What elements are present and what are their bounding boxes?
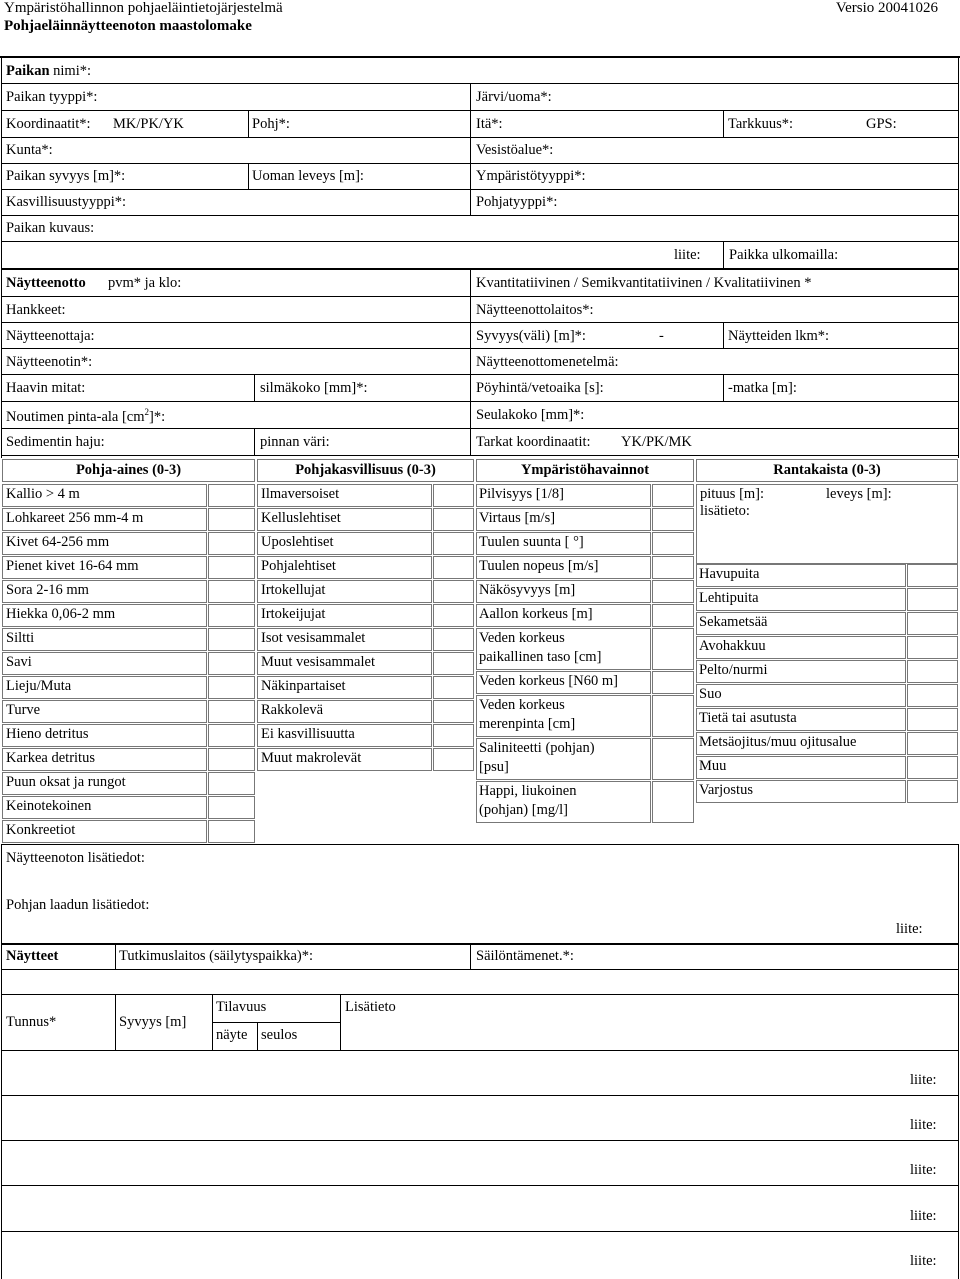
environment-item: merenpinta [cm] xyxy=(479,716,576,732)
extra-attachment-label: liite: xyxy=(896,921,923,937)
shore-value-cell[interactable] xyxy=(907,636,958,659)
lake-label: Järvi/uoma*: xyxy=(476,89,552,105)
vegetation-item: Muut vesisammalet xyxy=(261,654,375,670)
vegetation-item: Muut makrolevät xyxy=(261,750,362,766)
vegetation-value-cell[interactable] xyxy=(433,700,474,723)
method-type-label: Kvantitatiivinen / Semikvantitatiivinen / Kvalitatiivinen * xyxy=(476,275,812,291)
sample-attachment-label: liite: xyxy=(910,1162,937,1178)
environment-item: Pilvisyys [1/8] xyxy=(479,486,564,502)
environment-value-cell[interactable] xyxy=(652,604,694,627)
environment-item: [psu] xyxy=(479,759,509,775)
substrate-value-cell[interactable] xyxy=(208,604,255,627)
channel-width-label: Uoman leveys [m]: xyxy=(252,168,364,184)
environment-item: Tuulen nopeus [m/s] xyxy=(479,558,599,574)
sample-row-rule xyxy=(1,1231,959,1232)
header-rule xyxy=(0,56,960,58)
shore-item: Havupuita xyxy=(699,566,760,582)
row-rule xyxy=(1,348,959,349)
row-rule xyxy=(1,189,959,190)
row-rule xyxy=(1,163,959,164)
shore-item: Pelto/nurmi xyxy=(699,662,768,678)
method-label: Näytteenottomenetelmä: xyxy=(476,354,619,370)
vegetation-value-cell[interactable] xyxy=(433,628,474,651)
vegetation-header: Pohjakasvillisuus (0-3) xyxy=(295,462,436,478)
samples-row-rule xyxy=(1,1050,959,1051)
environment-item: Näkösyvyys [m] xyxy=(479,582,576,598)
substrate-item: Kallio > 4 m xyxy=(6,486,80,502)
grid-right-edge xyxy=(958,56,959,458)
vegetation-item: Pohjalehtiset xyxy=(261,558,336,574)
substrate-value-cell[interactable] xyxy=(208,580,255,603)
vegetation-value-cell[interactable] xyxy=(433,604,474,627)
site-type-label: Paikan tyyppi*: xyxy=(6,89,98,105)
exact-coords-label: Tarkat koordinaatit: xyxy=(476,434,591,450)
vegetation-item: Ilmaversoiset xyxy=(261,486,340,502)
shore-value-cell[interactable] xyxy=(907,612,958,635)
environment-value-cell[interactable] xyxy=(652,532,694,555)
substrate-item: Savi xyxy=(6,654,32,670)
row-rule xyxy=(1,455,959,456)
vegetation-value-cell[interactable] xyxy=(433,652,474,675)
substrate-value-cell[interactable] xyxy=(208,796,255,819)
col-divider xyxy=(470,268,471,455)
shore-value-cell[interactable] xyxy=(907,708,958,731)
col-divider xyxy=(254,374,255,401)
sample-attachment-label: liite: xyxy=(910,1208,937,1224)
vegetation-value-cell[interactable] xyxy=(433,580,474,603)
environment-item: Virtaus [m/s] xyxy=(479,510,556,526)
sample-row-rule xyxy=(1,1140,959,1141)
sample-row-rule xyxy=(1,1185,959,1186)
substrate-label-cell xyxy=(2,652,207,675)
municipality-label: Kunta*: xyxy=(6,142,53,158)
shore-width-label: leveys [m]: xyxy=(826,486,892,502)
substrate-item: Lieju/Muta xyxy=(6,678,72,694)
shore-item: Tietä tai asutusta xyxy=(699,710,797,726)
veg-type-label: Kasvillisuustyyppi*: xyxy=(6,194,127,210)
sample-depth-header: Syvyys [m] xyxy=(119,1014,187,1030)
substrate-item: Sora 2-16 mm xyxy=(6,582,89,598)
col-divider xyxy=(470,83,471,216)
col-divider xyxy=(723,374,724,401)
system-name: Ympäristöhallinnon pohjaeläintietojärjestelmä xyxy=(4,0,283,16)
col-divider xyxy=(723,241,724,268)
form-title: Pohjaeläinnäytteenoton maastolomake xyxy=(4,18,252,34)
substrate-value-cell[interactable] xyxy=(208,820,255,843)
vegetation-value-cell[interactable] xyxy=(433,556,474,579)
shore-value-cell[interactable] xyxy=(907,684,958,707)
environment-item: paikallinen taso [cm] xyxy=(479,649,602,665)
environment-item: Veden korkeus xyxy=(479,697,565,713)
environment-item: Saliniteetti (pohjan) xyxy=(479,740,595,756)
substrate-value-cell[interactable] xyxy=(208,724,255,747)
substrate-value-cell[interactable] xyxy=(208,748,255,771)
shore-label-cell xyxy=(696,756,906,779)
bottom-info-label: Pohjan laadun lisätiedot: xyxy=(6,897,150,913)
sample-extra-header: Lisätieto xyxy=(345,999,396,1015)
sample-attachment-label: liite: xyxy=(910,1072,937,1088)
sample-id-header: Tunnus* xyxy=(6,1014,57,1030)
row-rule xyxy=(1,296,959,297)
samples-rule xyxy=(1,969,959,970)
grab-area-label: Noutimen pinta-ala $[cm^2]*$: xyxy=(6,407,166,425)
samples-head-rule xyxy=(1,994,959,995)
row-rule xyxy=(1,215,959,216)
projects-label: Hankkeet: xyxy=(6,302,66,318)
substrate-value-cell[interactable] xyxy=(208,700,255,723)
vegetation-value-cell[interactable] xyxy=(433,676,474,699)
shore-item: Avohakkuu xyxy=(699,638,766,654)
environment-value-cell[interactable] xyxy=(652,556,694,579)
environment-value-cell[interactable] xyxy=(652,671,694,694)
site-name-label: Paikan nimi*: xyxy=(6,63,92,79)
vegetation-item: Irtokeijujat xyxy=(261,606,326,622)
row-rule xyxy=(1,241,959,242)
depth-range-dash: - xyxy=(659,328,664,344)
substrate-item: Keinotekoinen xyxy=(6,798,92,814)
sampling-info-label: Näytteenoton lisätiedot: xyxy=(6,850,145,866)
east-label: Itä*: xyxy=(476,116,503,132)
environment-value-cell[interactable] xyxy=(652,695,694,737)
version-label: Versio 20041026 xyxy=(835,0,938,16)
vegetation-value-cell[interactable] xyxy=(433,724,474,747)
environment-value-cell[interactable] xyxy=(652,738,694,780)
substrate-value-cell[interactable] xyxy=(208,484,255,507)
shore-label-cell xyxy=(696,684,906,707)
preservative-label: Säilöntämenet.*: xyxy=(476,948,574,964)
row-rule xyxy=(1,428,959,429)
row-rule xyxy=(1,110,959,111)
environment-item: Aallon korkeus [m] xyxy=(479,606,593,622)
sample-row-rule xyxy=(1,1095,959,1096)
environment-item: (pohjan) [mg/l] xyxy=(479,802,568,818)
vegetation-item: Rakkolevä xyxy=(261,702,324,718)
samples-divider xyxy=(470,943,471,969)
shore-value-cell[interactable] xyxy=(907,564,958,587)
environment-value-cell[interactable] xyxy=(652,628,694,670)
substrate-item: Hiekka 0,06-2 mm xyxy=(6,606,116,622)
surface-color-label: pinnan väri: xyxy=(260,434,330,450)
environment-item: Happi, liukoinen xyxy=(479,783,577,799)
substrate-value-cell[interactable] xyxy=(208,532,255,555)
vegetation-item: Uposlehtiset xyxy=(261,534,334,550)
substrate-item: Konkreetiot xyxy=(6,822,76,838)
environment-value-cell[interactable] xyxy=(652,781,694,823)
sample-screening-header: seulos xyxy=(261,1027,298,1043)
institution-label: Näytteenottolaitos*: xyxy=(476,302,594,318)
coords-label: Koordinaatit*: xyxy=(6,116,91,132)
extra-rule xyxy=(1,844,959,845)
shore-value-cell[interactable] xyxy=(907,732,958,755)
shore-item: Metsäojitus/muu ojitusalue xyxy=(699,734,857,750)
substrate-value-cell[interactable] xyxy=(208,628,255,651)
samples-head-divider xyxy=(115,994,116,1050)
substrate-item: Turve xyxy=(6,702,41,718)
vegetation-item: Kelluslehtiset xyxy=(261,510,341,526)
vegetation-value-cell[interactable] xyxy=(433,508,474,531)
substrate-header: Pohja-aines (0-3) xyxy=(75,462,182,478)
extra-right-edge xyxy=(958,844,959,944)
substrate-value-cell[interactable] xyxy=(208,508,255,531)
grid-left-edge xyxy=(1,56,2,458)
sediment-smell-label: Sedimentin haju: xyxy=(6,434,105,450)
extra-bottom-rule xyxy=(1,943,959,945)
vegetation-item: Ei kasvillisuutta xyxy=(261,726,355,742)
samples-head-divider xyxy=(257,1022,258,1050)
col-divider xyxy=(723,110,724,137)
net-dims-label: Haavin mitat: xyxy=(6,380,86,396)
shore-value-cell[interactable] xyxy=(907,780,958,803)
gps-label: GPS: xyxy=(866,116,897,132)
description-label: Paikan kuvaus: xyxy=(6,220,95,236)
attachment-label: liite: xyxy=(674,247,701,263)
mesh-label: silmäkoko [mm]*: xyxy=(260,380,368,396)
sieve-label: Seulakoko [mm]*: xyxy=(476,407,585,423)
substrate-value-cell[interactable] xyxy=(208,772,255,795)
row-rule xyxy=(1,322,959,323)
row-rule xyxy=(1,401,959,402)
env-type-label: Ympäristötyyppi*: xyxy=(476,168,586,184)
sample-attachment-label: liite: xyxy=(910,1117,937,1133)
bottom-type-label: Pohjatyyppi*: xyxy=(476,194,558,210)
sample-sample-header: näyte xyxy=(216,1027,248,1043)
substrate-item: Puun oksat ja rungot xyxy=(6,774,126,790)
col-divider xyxy=(723,322,724,348)
shore-value-cell[interactable] xyxy=(907,756,958,779)
shore-item: Suo xyxy=(699,686,722,702)
watershed-label: Vesistöalue*: xyxy=(476,142,554,158)
coord-system-label: MK/PK/YK xyxy=(113,116,184,132)
shore-item: Muu xyxy=(699,758,727,774)
shore-item: Varjostus xyxy=(699,782,753,798)
institute-label: Tutkimuslaitos (säilytyspaikka)*: xyxy=(119,948,314,964)
sampling-title: Näytteenotto xyxy=(6,275,86,291)
substrate-value-cell[interactable] xyxy=(208,652,255,675)
exact-coords-system: YK/PK/MK xyxy=(621,434,692,450)
samples-divider xyxy=(115,943,116,969)
row-rule xyxy=(1,374,959,375)
vegetation-item: Näkinpartaiset xyxy=(261,678,346,694)
environment-value-cell[interactable] xyxy=(652,580,694,603)
row-rule xyxy=(1,83,959,84)
row-rule xyxy=(1,137,959,138)
substrate-value-cell[interactable] xyxy=(208,556,255,579)
environment-item: Tuulen suunta [ °] xyxy=(479,534,584,550)
shore-item: Lehtipuita xyxy=(699,590,759,606)
sample-count-label: Näytteiden lkm*: xyxy=(728,328,830,344)
environment-item: Veden korkeus xyxy=(479,630,565,646)
environment-item: Veden korkeus [N60 m] xyxy=(479,673,618,689)
site-depth-label: Paikan syvyys [m]*: xyxy=(6,168,126,184)
samples-title: Näytteet xyxy=(6,948,59,964)
col-divider xyxy=(248,163,249,189)
shore-item: Sekametsää xyxy=(699,614,768,630)
page-header xyxy=(0,0,960,40)
substrate-item: Kivet 64-256 mm xyxy=(6,534,110,550)
col-divider xyxy=(248,110,249,137)
environment-value-cell[interactable] xyxy=(652,484,694,507)
extra-left-edge xyxy=(1,844,2,944)
shore-length-label: pituus [m]: xyxy=(700,486,765,502)
sample-attachment-label: liite: xyxy=(910,1253,937,1269)
distance-label: -matka [m]: xyxy=(728,380,797,396)
depth-range-label: Syvyys(väli) [m]*: xyxy=(476,328,586,344)
sampler-label: Näytteenottaja: xyxy=(6,328,95,344)
shore-info-label: lisätieto: xyxy=(700,503,750,519)
vegetation-item: Irtokellujat xyxy=(261,582,326,598)
substrate-item: Pienet kivet 16-64 mm xyxy=(6,558,139,574)
substrate-value-cell[interactable] xyxy=(208,676,255,699)
substrate-item: Lohkareet 256 mm-4 m xyxy=(6,510,144,526)
substrate-item: Siltti xyxy=(6,630,35,646)
date-time-label: pvm* ja klo: xyxy=(108,275,182,291)
environment-value-cell[interactable] xyxy=(652,508,694,531)
abroad-label: Paikka ulkomailla: xyxy=(729,247,839,263)
row-rule xyxy=(1,268,959,270)
sample-volume-header: Tilavuus xyxy=(216,999,267,1015)
shore-value-cell[interactable] xyxy=(907,660,958,683)
substrate-item: Hieno detritus xyxy=(6,726,89,742)
device-label: Näytteenotin*: xyxy=(6,354,93,370)
vegetation-value-cell[interactable] xyxy=(433,484,474,507)
vegetation-item: Isot vesisammalet xyxy=(261,630,366,646)
shore-value-cell[interactable] xyxy=(907,588,958,611)
col-divider xyxy=(254,428,255,455)
samples-head-subrule xyxy=(212,1022,340,1023)
environment-header: Ympäristöhavainnot xyxy=(520,462,650,478)
accuracy-label: Tarkkuus*: xyxy=(728,116,794,132)
shore-header: Rantakaista (0-3) xyxy=(773,462,881,478)
sweep-time-label: Pöyhintä/vetoaika [s]: xyxy=(476,380,604,396)
vegetation-value-cell[interactable] xyxy=(433,532,474,555)
samples-head-divider xyxy=(340,994,341,1050)
vegetation-value-cell[interactable] xyxy=(433,748,474,771)
north-label: Pohj*: xyxy=(252,116,290,132)
substrate-item: Karkea detritus xyxy=(6,750,95,766)
